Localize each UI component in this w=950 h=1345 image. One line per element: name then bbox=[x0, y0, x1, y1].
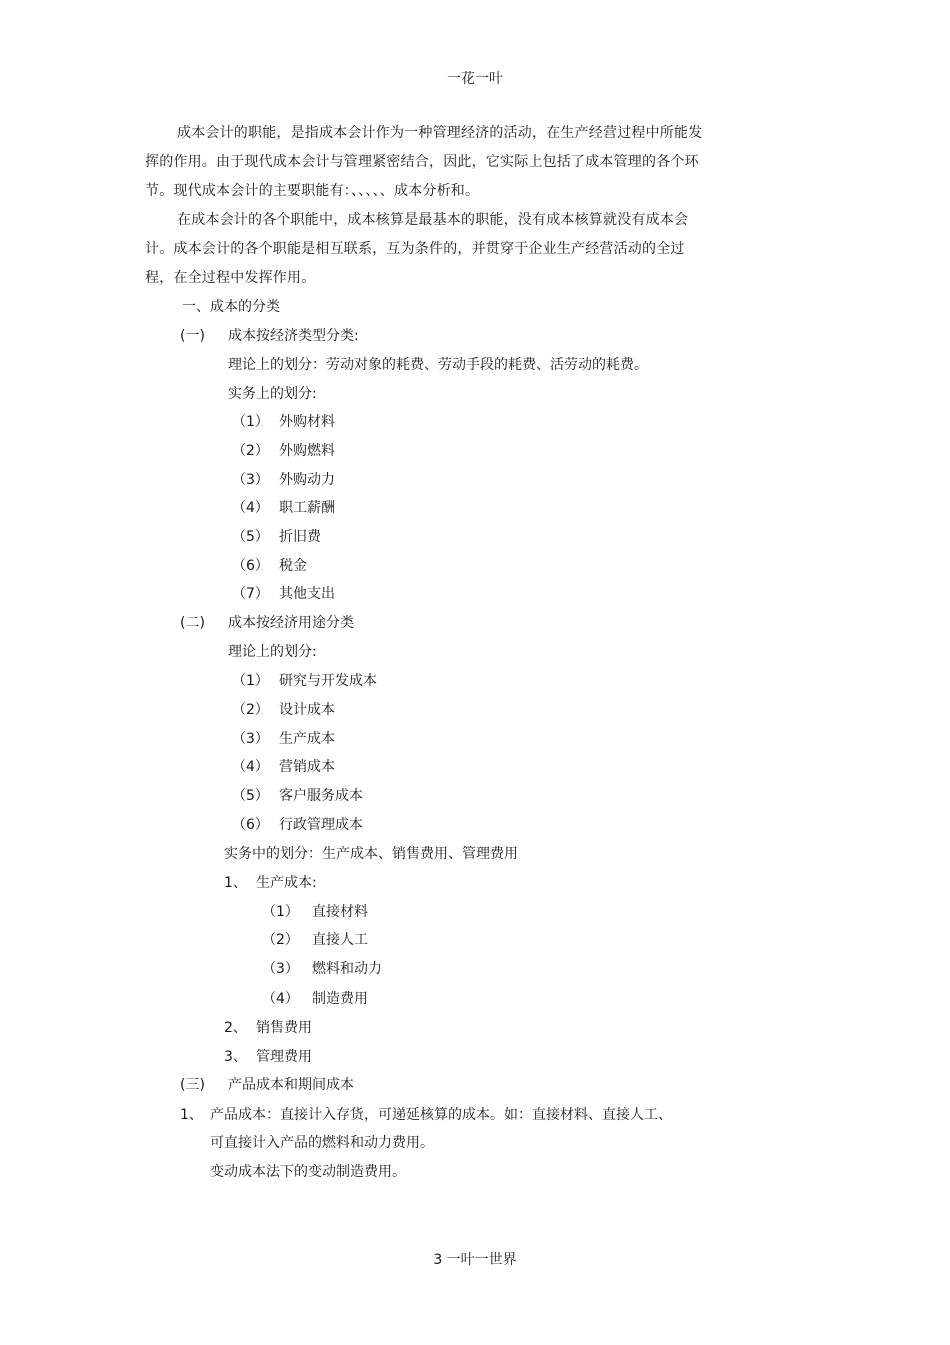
subsection-number: (三) bbox=[180, 1077, 205, 1093]
list-item-number: 3、 bbox=[224, 1049, 247, 1065]
list-item: 直接材料 bbox=[312, 904, 368, 920]
list-item-number: （4） bbox=[232, 500, 269, 516]
list-item: 营销成本 bbox=[279, 759, 335, 775]
list-item-number: （5） bbox=[232, 788, 269, 804]
list-item-number: （6） bbox=[232, 558, 269, 574]
list-item-number: （2） bbox=[232, 702, 269, 718]
list-item-number: （3） bbox=[232, 731, 269, 747]
list-item: 研究与开发成本 bbox=[279, 673, 377, 689]
list-item: 税金 bbox=[279, 558, 307, 574]
list-item-number: 1、 bbox=[180, 1107, 203, 1123]
list-item-number: （6） bbox=[232, 817, 269, 833]
list-item: 直接人工 bbox=[312, 932, 368, 948]
list-item: 制造费用 bbox=[312, 991, 368, 1007]
list-item: 设计成本 bbox=[279, 702, 335, 718]
list-item-number: （3） bbox=[232, 472, 269, 488]
paragraph-cost-accounting-core: 在成本会计的各个职能中，成本核算是最基本的职能，没有成本核算就没有成本会计。成本会计的各个职能是相互联系，互为条件的，并贯穿于企业生产经营活动的全过程，在全过程中发挥作用。 bbox=[145, 212, 689, 286]
list-item-number: （2） bbox=[262, 932, 299, 948]
list-item-number: （7） bbox=[232, 586, 269, 602]
list-item-admin-expense: 管理费用 bbox=[256, 1049, 312, 1065]
list-item: 职工薪酬 bbox=[279, 500, 335, 516]
section-title-cost-classification: 一、成本的分类 bbox=[182, 299, 280, 315]
list-item: 燃料和动力 bbox=[312, 961, 382, 977]
paragraph-cost-accounting-functions: 成本会计的职能，是指成本会计作为一种管理经济的活动，在生产经营过程中所能发挥的作用。由于现代成本会计与管理紧密结合，因此，它实际上包括了成本管理的各个环节。现代成本会计的主要职能有：、、、、、成本分析和。 bbox=[145, 125, 703, 199]
list-item-number: 1、 bbox=[224, 875, 247, 891]
theory-division-label: 理论上的划分: bbox=[228, 644, 317, 660]
list-item-number: （1） bbox=[262, 904, 299, 920]
list-item-sales-expense: 销售费用 bbox=[256, 1020, 312, 1036]
list-item: 生产成本 bbox=[279, 731, 335, 747]
list-item-number: （1） bbox=[232, 414, 269, 430]
list-item-production-cost: 生产成本: bbox=[256, 875, 317, 891]
product-cost-definition: 产品成本：直接计入存货，可递延核算的成本。如：直接材料、直接人工、 bbox=[210, 1107, 672, 1123]
list-item: 外购燃料 bbox=[279, 443, 335, 459]
list-item-number: （1） bbox=[232, 673, 269, 689]
list-item-number: （4） bbox=[232, 759, 269, 775]
theory-division-text: 理论上的划分：劳动对象的耗费、劳动手段的耗费、活劳动的耗费。 bbox=[228, 357, 648, 373]
list-item-number: （2） bbox=[232, 443, 269, 459]
list-item: 客户服务成本 bbox=[279, 788, 363, 804]
list-item-number: （4） bbox=[262, 991, 299, 1007]
product-cost-definition-continued: 可直接计入产品的燃料和动力费用。 bbox=[210, 1135, 434, 1151]
list-item: 折旧费 bbox=[279, 529, 321, 545]
list-item: 外购材料 bbox=[279, 414, 335, 430]
list-item-number: （3） bbox=[262, 961, 299, 977]
list-item-number: （5） bbox=[232, 529, 269, 545]
variable-costing-note: 变动成本法下的变动制造费用。 bbox=[210, 1164, 406, 1180]
list-item: 行政管理成本 bbox=[279, 817, 363, 833]
practice-division-label: 实务上的划分: bbox=[228, 386, 317, 402]
page-header: 一花一叶 bbox=[447, 71, 503, 87]
subsection-number: (二) bbox=[180, 615, 205, 631]
list-item-number: 2、 bbox=[224, 1020, 247, 1036]
subsection-title-economic-use: 成本按经济用途分类 bbox=[228, 615, 354, 631]
subsection-number: (一) bbox=[180, 328, 205, 344]
subsection-title-economic-type: 成本按经济类型分类: bbox=[228, 328, 359, 344]
page-footer: 3 一叶一世界 bbox=[433, 1252, 517, 1268]
list-item: 其他支出 bbox=[279, 586, 335, 602]
practice-division-text: 实务中的划分：生产成本、销售费用、管理费用 bbox=[224, 846, 518, 862]
list-item: 外购动力 bbox=[279, 472, 335, 488]
subsection-title-product-period-cost: 产品成本和期间成本 bbox=[228, 1077, 354, 1093]
